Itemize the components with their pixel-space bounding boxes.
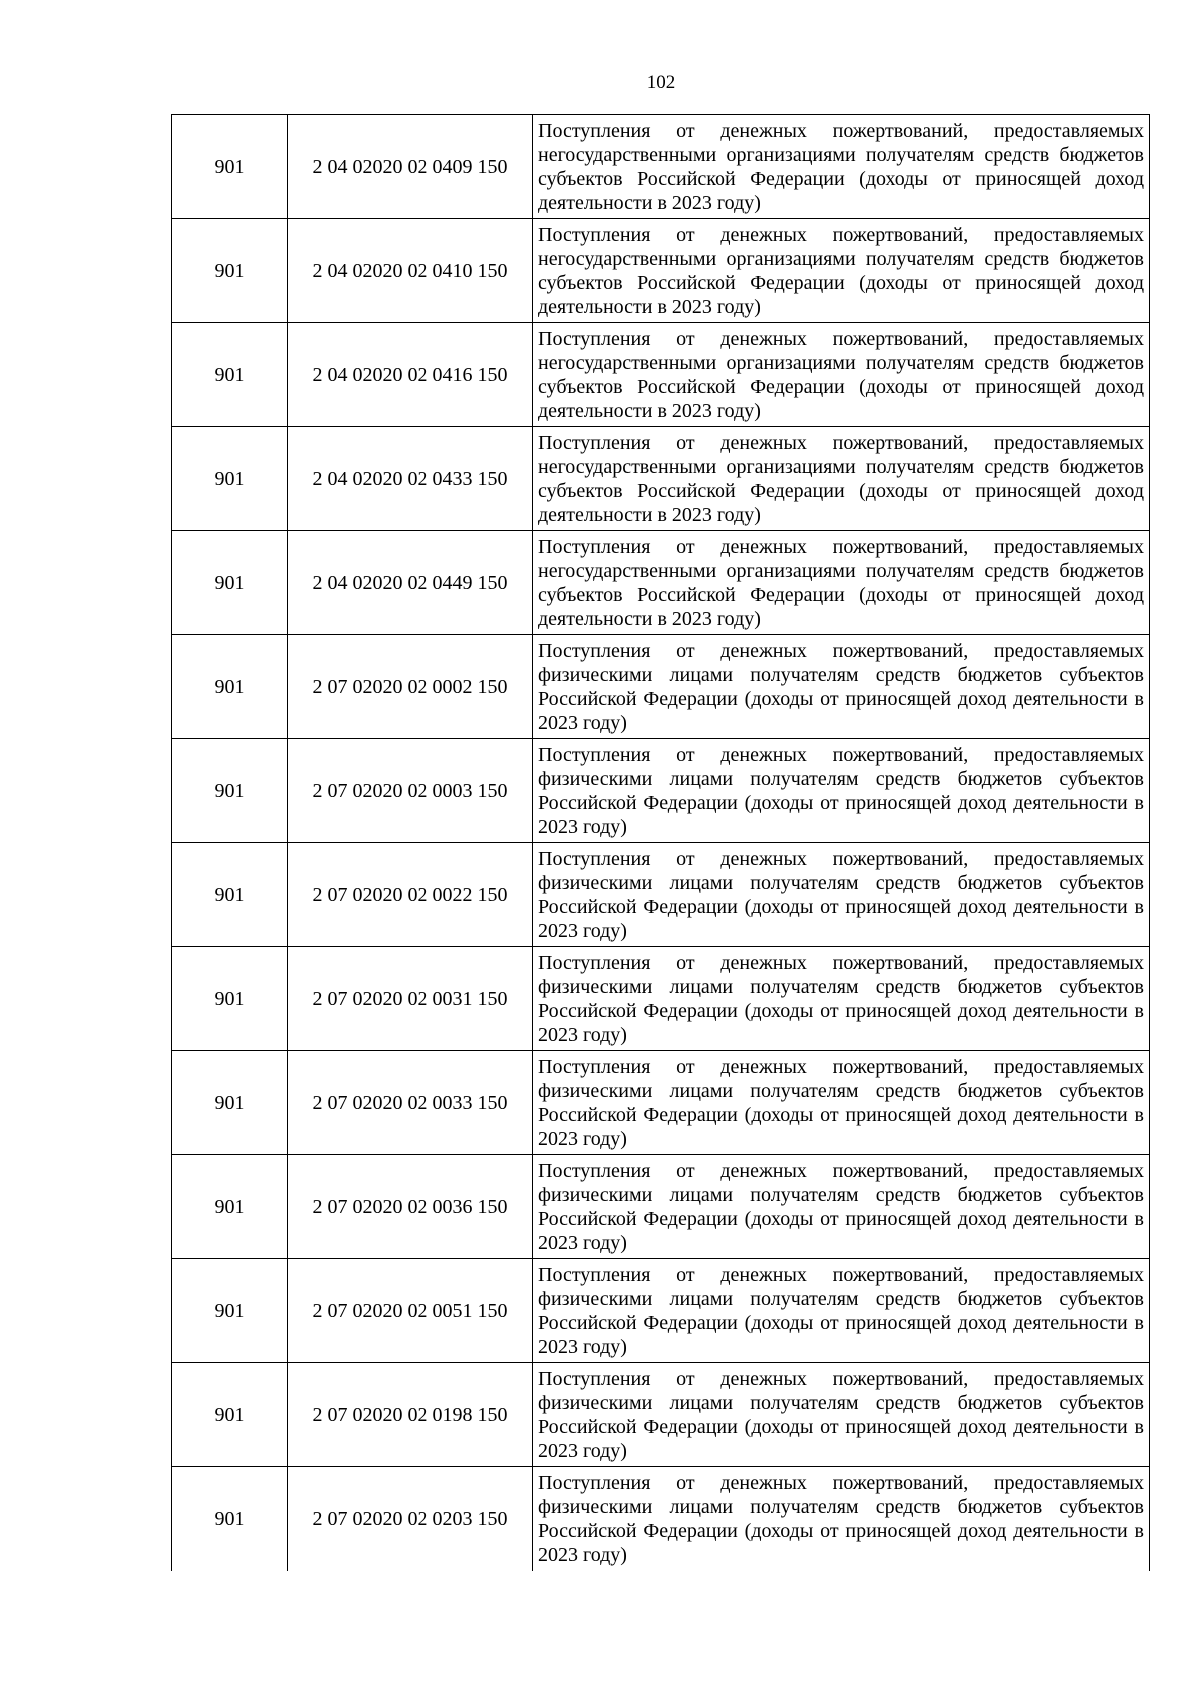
table-row [172, 1051, 1150, 1155]
admin-code-cell: 901 [172, 739, 288, 843]
budget-classification-code-cell: 2 07 02020 02 0033 150 [288, 1051, 533, 1155]
admin-code-cell: 901 [172, 1363, 288, 1467]
table-body [172, 115, 1150, 1571]
table-row [172, 947, 1150, 1051]
admin-code-cell: 901 [172, 1155, 288, 1259]
description-cell: Поступления от денежных пожертвований, предоставляемых негосударственными организациями получателям средств бюджетов субъектов Российской Федерации (доходы от приносящей доход деятельности в 2023 году) [533, 323, 1150, 427]
budget-classification-code-cell: 2 07 02020 02 0022 150 [288, 843, 533, 947]
admin-code-cell: 901 [172, 219, 288, 323]
admin-code-cell: 901 [172, 531, 288, 635]
admin-code-cell: 901 [172, 1467, 288, 1571]
table-row [172, 635, 1150, 739]
budget-classification-code-cell: 2 07 02020 02 0002 150 [288, 635, 533, 739]
table-row [172, 1259, 1150, 1363]
revenue-codes-table [171, 114, 1150, 1571]
table-row [172, 1155, 1150, 1259]
description-cell: Поступления от денежных пожертвований, предоставляемых негосударственными организациями получателям средств бюджетов субъектов Российской Федерации (доходы от приносящей доход деятельности в 2023 году) [533, 531, 1150, 635]
table-row [172, 427, 1150, 531]
table-row [172, 1467, 1150, 1571]
budget-classification-code-cell: 2 04 02020 02 0433 150 [288, 427, 533, 531]
description-cell: Поступления от денежных пожертвований, предоставляемых физическими лицами получателям средств бюджетов субъектов Российской Федерации (доходы от приносящей доход деятельности в 2023 году) [533, 843, 1150, 947]
table-row [172, 1363, 1150, 1467]
admin-code-cell: 901 [172, 427, 288, 531]
admin-code-cell: 901 [172, 843, 288, 947]
budget-classification-code-cell: 2 04 02020 02 0416 150 [288, 323, 533, 427]
description-cell: Поступления от денежных пожертвований, предоставляемых физическими лицами получателям средств бюджетов субъектов Российской Федерации (доходы от приносящей доход деятельности в 2023 году) [533, 1051, 1150, 1155]
budget-classification-code-cell: 2 04 02020 02 0449 150 [288, 531, 533, 635]
budget-classification-code-cell: 2 07 02020 02 0203 150 [288, 1467, 533, 1571]
admin-code-cell: 901 [172, 1259, 288, 1363]
description-cell: Поступления от денежных пожертвований, предоставляемых физическими лицами получателям средств бюджетов субъектов Российской Федерации (доходы от приносящей доход деятельности в 2023 году) [533, 1363, 1150, 1467]
table-row [172, 115, 1150, 219]
admin-code-cell: 901 [172, 323, 288, 427]
table-row [172, 739, 1150, 843]
description-cell: Поступления от денежных пожертвований, предоставляемых негосударственными организациями получателям средств бюджетов субъектов Российской Федерации (доходы от приносящей доход деятельности в 2023 году) [533, 219, 1150, 323]
admin-code-cell: 901 [172, 947, 288, 1051]
description-cell: Поступления от денежных пожертвований, предоставляемых физическими лицами получателям средств бюджетов субъектов Российской Федерации (доходы от приносящей доход деятельности в 2023 году) [533, 947, 1150, 1051]
description-cell: Поступления от денежных пожертвований, предоставляемых физическими лицами получателям средств бюджетов субъектов Российской Федерации (доходы от приносящей доход деятельности в 2023 году) [533, 1259, 1150, 1363]
description-cell: Поступления от денежных пожертвований, предоставляемых негосударственными организациями получателям средств бюджетов субъектов Российской Федерации (доходы от приносящей доход деятельности в 2023 году) [533, 427, 1150, 531]
table-row [172, 219, 1150, 323]
budget-classification-code-cell: 2 07 02020 02 0003 150 [288, 739, 533, 843]
admin-code-cell: 901 [172, 635, 288, 739]
description-cell: Поступления от денежных пожертвований, предоставляемых негосударственными организациями получателям средств бюджетов субъектов Российской Федерации (доходы от приносящей доход деятельности в 2023 году) [533, 115, 1150, 219]
budget-classification-code-cell: 2 07 02020 02 0031 150 [288, 947, 533, 1051]
budget-classification-code-cell: 2 04 02020 02 0410 150 [288, 219, 533, 323]
budget-classification-code-cell: 2 07 02020 02 0051 150 [288, 1259, 533, 1363]
budget-classification-code-cell: 2 04 02020 02 0409 150 [288, 115, 533, 219]
table-row [172, 531, 1150, 635]
description-cell: Поступления от денежных пожертвований, предоставляемых физическими лицами получателям средств бюджетов субъектов Российской Федерации (доходы от приносящей доход деятельности в 2023 году) [533, 739, 1150, 843]
description-cell: Поступления от денежных пожертвований, предоставляемых физическими лицами получателям средств бюджетов субъектов Российской Федерации (доходы от приносящей доход деятельности в 2023 году) [533, 1467, 1150, 1571]
page-number: 102 [646, 72, 676, 93]
description-cell: Поступления от денежных пожертвований, предоставляемых физическими лицами получателям средств бюджетов субъектов Российской Федерации (доходы от приносящей доход деятельности в 2023 году) [533, 1155, 1150, 1259]
admin-code-cell: 901 [172, 115, 288, 219]
budget-classification-code-cell: 2 07 02020 02 0198 150 [288, 1363, 533, 1467]
table-row [172, 843, 1150, 947]
description-cell: Поступления от денежных пожертвований, предоставляемых физическими лицами получателям средств бюджетов субъектов Российской Федерации (доходы от приносящей доход деятельности в 2023 году) [533, 635, 1150, 739]
budget-classification-code-cell: 2 07 02020 02 0036 150 [288, 1155, 533, 1259]
table-row [172, 323, 1150, 427]
admin-code-cell: 901 [172, 1051, 288, 1155]
